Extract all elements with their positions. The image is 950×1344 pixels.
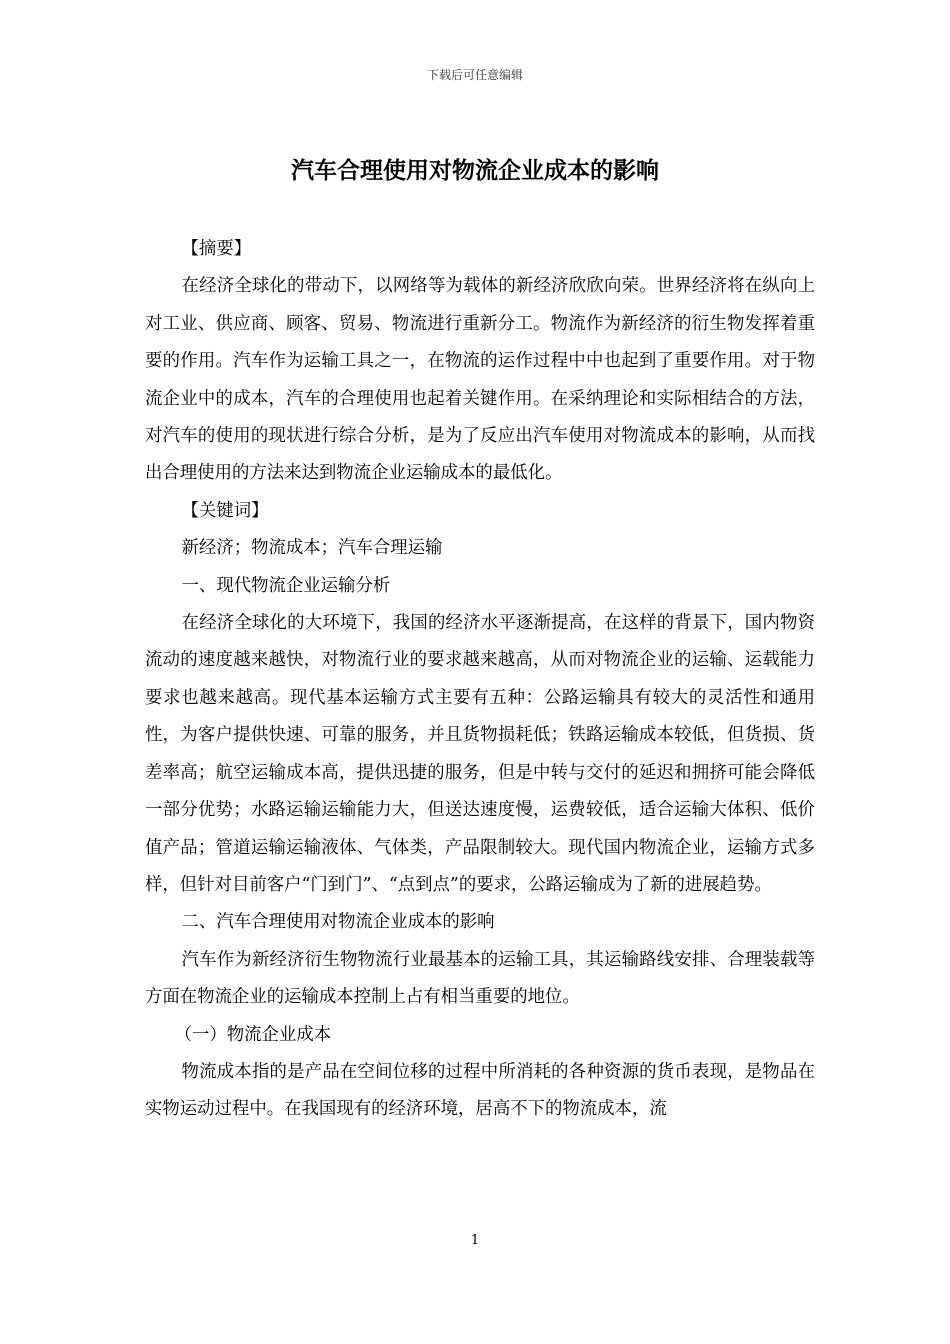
section-paragraph-2: 汽车作为新经济衍生物物流行业最基本的运输工具，其运输路线安排、合理装载等方面在物流企业的运输成本控制上占有相当重要的地位。 — [145, 949, 815, 1008]
page-number: 1 — [470, 1233, 480, 1248]
subsection-paragraph-1: 物流成本指的是产品在空间位移的过程中所消耗的各种资源的货币表现，是物品在实物运动过程中。在我国现有的经济环境，居高不下的物流成本，流 — [145, 1061, 815, 1120]
header-note: 下载后可任意编辑 — [426, 68, 523, 82]
section-heading-2: 二、汽车合理使用对物流企业成本的影响 — [181, 912, 495, 933]
document-body — [145, 231, 815, 1129]
keywords-heading: 【关键词】 — [181, 500, 269, 521]
document-title: 汽车合理使用对物流企业成本的影响 — [291, 157, 659, 184]
abstract-paragraph: 在经济全球化的带动下，以网络等为载体的新经济欣欣向荣。世界经济将在纵向上对工业、供应商、顾客、贸易、物流进行重新分工。物流作为新经济的衍生物发挥着重要的作用。汽车作为运输工具之一，在物流的运作过程中中也起到了重要作用。对于物流企业中的成本，汽车的合理使用也起着关键作用。在采纳理论和实际相结合的方法，对汽车的使用的现状进行综合分析，是为了反应出汽车使用对物流成本的影响，从而找出合理使用的方法来达到物流企业运输成本的最低化。 — [145, 276, 815, 484]
section-heading-1: 一、现代物流企业运输分析 — [181, 575, 391, 596]
abstract-heading: 【摘要】 — [181, 239, 252, 259]
keywords-paragraph: 新经济；物流成本；汽车合理运输 — [181, 538, 443, 559]
subsection-heading-1: （一）物流企业成本 — [174, 1024, 332, 1045]
section-paragraph-1: 在经济全球化的大环境下，我国的经济水平逐渐提高，在这样的背景下，国内物资流动的速度越来越快，对物流行业的要求越来越高，从而对物流企业的运输、运载能力要求也越来越高。现代基本运输方式主要有五种：公路运输具有较大的灵活性和通用性，为客户提供快速、可靠的服务，并且货物损耗低；铁路运输成本较低，但货损、货差率高；航空运输成本高，提供迅捷的服务，但是中转与交付的延迟和拥挤可能会降低一部分优势；水路运输运输能力大，但送达速度慢，运费较低，适合运输大体积、低价值产品；管道运输运输液体、气体类，产品限制较大。现代国内物流企业，运输方式多样，但针对目前客户“门到门”、“点到点”的要求，公路运输成为了新的进展趋势。 — [145, 613, 815, 895]
